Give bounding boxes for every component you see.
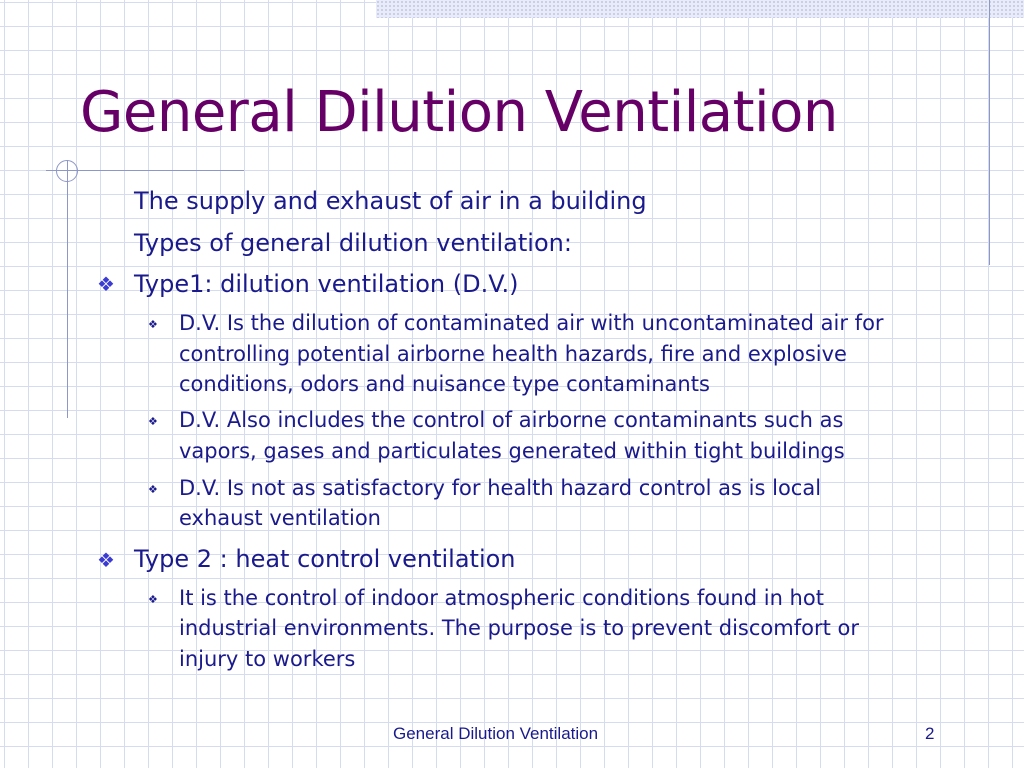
bullet-level2-text: D.V. Also includes the control of airborne contaminants such as (179, 408, 844, 432)
slide-page-number: 2 (925, 724, 935, 743)
bullet-level2-text: conditions, odors and nuisance type contaminants (179, 372, 710, 396)
bullet-level2-text: exhaust ventilation (179, 506, 381, 530)
bullet-level2-text: D.V. Is the dilution of contaminated air with uncontaminated air for (179, 311, 884, 335)
small-diamond-cluster-icon: ❖ (148, 415, 158, 428)
bullet-level2-text: vapors, gases and particulates generated within tight buildings (179, 439, 845, 463)
bullet-level2-text: controlling potential airborne health hazards, fire and explosive (179, 342, 847, 366)
small-diamond-cluster-icon: ❖ (148, 593, 158, 606)
body-text-line: Types of general dilution ventilation: (134, 229, 572, 257)
small-diamond-cluster-icon: ❖ (148, 318, 158, 331)
body-text-line: The supply and exhaust of air in a building (134, 187, 647, 215)
left-vertical-rule (67, 160, 68, 418)
bullet-level2-text: injury to workers (179, 647, 356, 671)
small-diamond-cluster-icon: ❖ (148, 483, 158, 496)
top-decorative-band (376, 0, 1024, 18)
bullet-level2-text: It is the control of indoor atmospheric conditions found in hot (179, 586, 824, 610)
diamond-cluster-icon: ❖ (97, 548, 115, 572)
right-vertical-rule (989, 0, 990, 265)
slide-title: General Dilution Ventilation (80, 80, 838, 145)
corner-circle-ornament (56, 160, 78, 182)
slide-footer: General Dilution Ventilation (393, 724, 599, 743)
bullet-level1-text: Type1: dilution ventilation (D.V.) (134, 270, 519, 298)
bullet-level2-text: industrial environments. The purpose is to prevent discomfort or (179, 616, 859, 640)
bullet-level2-text: D.V. Is not as satisfactory for health hazard control as is local (179, 476, 822, 500)
bullet-level1-text: Type 2 : heat control ventilation (134, 545, 516, 573)
diamond-cluster-icon: ❖ (97, 272, 115, 296)
